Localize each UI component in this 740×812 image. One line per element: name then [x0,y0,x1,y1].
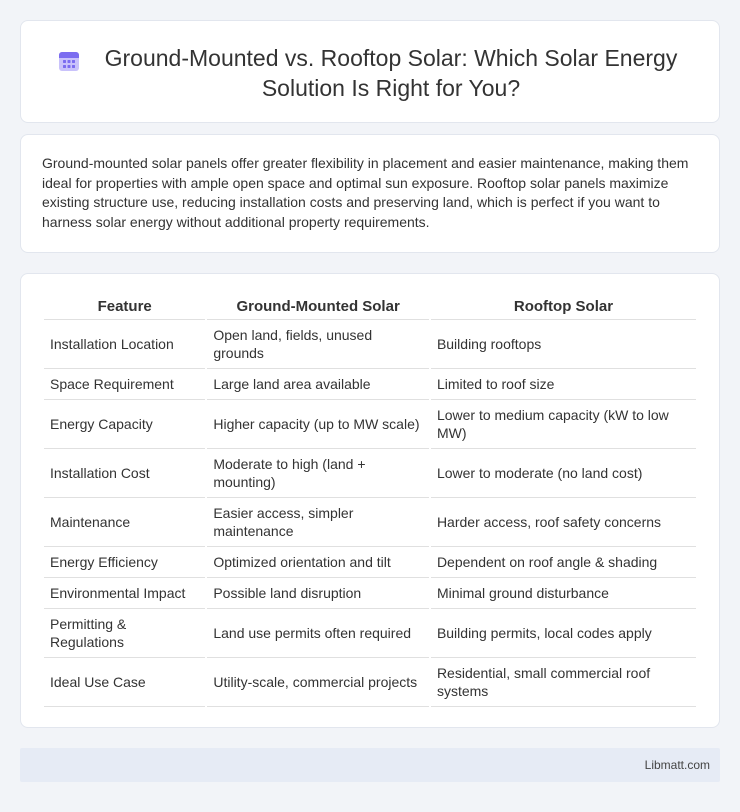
rooftop-cell: Dependent on roof angle & shading [431,547,696,578]
table-row [44,498,696,547]
feature-cell: Installation Cost [44,449,205,498]
footer-brand-link[interactable]: Libmatt.com [644,758,710,772]
intro-card [20,134,720,253]
comparison-table [42,295,698,707]
feature-cell: Environmental Impact [44,578,205,609]
rooftop-cell: Lower to moderate (no land cost) [431,449,696,498]
table-row [44,578,696,609]
ground-cell: Land use permits often required [207,609,429,658]
rooftop-cell: Minimal ground disturbance [431,578,696,609]
ground-cell: Open land, fields, unused grounds [207,320,429,369]
calendar-icon [57,49,81,73]
ground-cell: Optimized orientation and tilt [207,547,429,578]
rooftop-cell: Lower to medium capacity (kW to low MW) [431,400,696,449]
table-row [44,609,696,658]
table-header-row [44,295,696,320]
rooftop-cell: Building rooftops [431,320,696,369]
feature-cell: Energy Efficiency [44,547,205,578]
ground-cell: Large land area available [207,369,429,400]
ground-cell: Moderate to high (land + mounting) [207,449,429,498]
header-feature: Feature [44,295,205,320]
feature-cell: Maintenance [44,498,205,547]
table-row [44,658,696,707]
ground-cell: Possible land disruption [207,578,429,609]
table-row [44,547,696,578]
footer [20,748,720,782]
rooftop-cell: Building permits, local codes apply [431,609,696,658]
comparison-card [20,273,720,728]
feature-cell: Permitting & Regulations [44,609,205,658]
rooftop-cell: Limited to roof size [431,369,696,400]
header-ground-mounted: Ground-Mounted Solar [207,295,429,320]
feature-cell: Installation Location [44,320,205,369]
title-card [20,20,720,123]
table-row [44,369,696,400]
table-row [44,400,696,449]
feature-cell: Space Requirement [44,369,205,400]
table-row [44,320,696,369]
header-rooftop: Rooftop Solar [431,295,696,320]
page-title: Ground-Mounted vs. Rooftop Solar: Which Solar Energy Solution Is Right for You? [104,45,678,101]
ground-cell: Higher capacity (up to MW scale) [207,400,429,449]
feature-cell: Ideal Use Case [44,658,205,707]
ground-cell: Easier access, simpler maintenance [207,498,429,547]
table-row [44,449,696,498]
feature-cell: Energy Capacity [44,400,205,449]
intro-paragraph: Ground-mounted solar panels offer greater flexibility in placement and easier maintenance, making them ideal for properties with ample open space and optimal sun exposure. Rooftop solar panels maximize existing structure use, reducing installation costs and preserving land, which is perfect if you want to harness solar energy without additional property requirements. [42,155,689,230]
ground-cell: Utility-scale, commercial projects [207,658,429,707]
rooftop-cell: Harder access, roof safety concerns [431,498,696,547]
rooftop-cell: Residential, small commercial roof systems [431,658,696,707]
